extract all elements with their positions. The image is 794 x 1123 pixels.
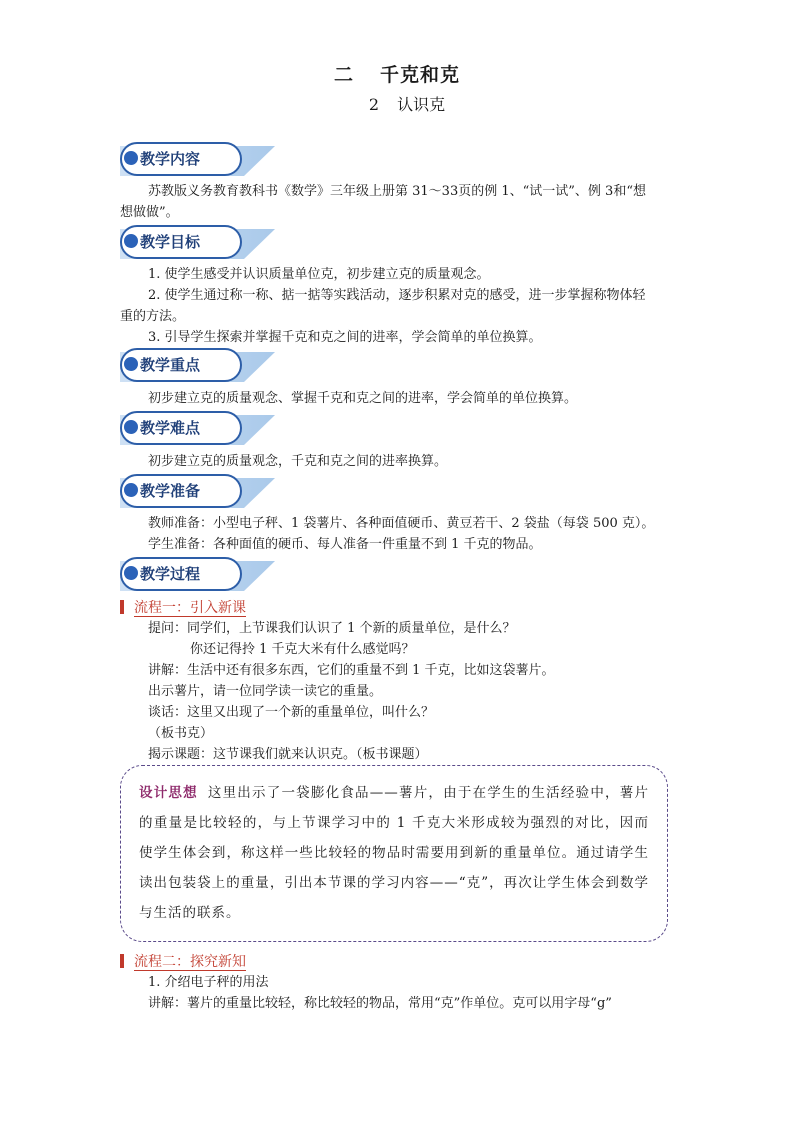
goal-item: 1. 使学生感受并认识质量单位克，初步建立克的质量观念。 bbox=[148, 267, 490, 282]
chapter-title-text: 千克和克 bbox=[380, 64, 461, 86]
chapter-number: 二 bbox=[333, 64, 354, 86]
design-thought-box bbox=[120, 765, 668, 942]
section-header-difficulty bbox=[120, 411, 275, 447]
section-label: 教学难点 bbox=[140, 419, 201, 437]
bullet-dot-icon bbox=[124, 566, 138, 580]
section-header-key bbox=[120, 348, 275, 384]
section-header-content bbox=[120, 142, 275, 178]
lesson-title-text: 认识克 bbox=[397, 95, 446, 114]
bullet-dot-icon bbox=[124, 151, 138, 165]
goal-item: 2. 使学生通过称一称、掂一掂等实践活动，逐步积累对克的感受，进一步掌握称物体轻 bbox=[148, 288, 646, 303]
flow-bar-icon bbox=[120, 600, 124, 614]
flow2-body: 1. 介绍电子秤的用法 讲解：薯片的重量比较轻，称比较轻的物品，常用“克”作单位。克可以用字母“g” bbox=[148, 975, 612, 1011]
flow-bar-icon bbox=[120, 954, 124, 968]
goal-item: 3. 引导学生探索并掌握千克和克之间的进率，学会简单的单位换算。 bbox=[148, 330, 542, 345]
content-paragraph: 苏教版义务教育教科书《数学》三年级上册第 31～33页的例 1、“试一试”、例 3和“想 想做做”。 bbox=[120, 184, 646, 220]
design-thought-tag: 设计思想 bbox=[139, 785, 198, 801]
goal-item-continued: 重的方法。 bbox=[120, 309, 186, 324]
section-label: 教学目标 bbox=[140, 233, 201, 251]
bullet-dot-icon bbox=[124, 234, 138, 248]
flow1-heading: 流程一：引入新课 bbox=[120, 597, 246, 617]
section-label: 教学内容 bbox=[140, 150, 201, 168]
difficulty-paragraph: 初步建立克的质量观念，千克和克之间的进率换算。 bbox=[148, 454, 448, 469]
section-header-process bbox=[120, 557, 275, 593]
design-thought-text: 这里出示了一袋膨化食品——薯片，由于在学生的生活经验中，薯片的重量是比较轻的，与上节课学习中的 1 千克大米形成较为强烈的对比，因而使学生体会到，称这样一些比较轻的物品时需要用到新的重量单位。通过请学生读出包装袋上的重量，引出本节课的学习内容——“克”，再次让学生体会到数学与生活的联系。 bbox=[139, 785, 649, 921]
prep-paragraph: 教师准备：小型电子秤、1 袋薯片、各种面值硬币、黄豆若干、2 袋盐（每袋 500 克）。 学生准备：各种面值的硬币、每人准备一件重量不到 1 千克的物品。 bbox=[148, 516, 655, 552]
section-label: 教学过程 bbox=[140, 565, 201, 583]
bullet-dot-icon bbox=[124, 357, 138, 371]
goals-list bbox=[120, 264, 680, 348]
section-label: 教学重点 bbox=[140, 356, 201, 374]
chapter-title bbox=[0, 60, 794, 87]
lesson-number: 2 bbox=[368, 95, 380, 114]
flow1-body: 提问：同学们，上节课我们认识了 1 个新的质量单位，是什么？ 你还记得拎 1 千克大米有什么感觉吗？ 讲解：生活中还有很多东西，它们的重量不到 1 千克，比如这袋薯片。 出示薯片，请一位同学读一读它的重量。 谈话：这里又出现了一个新的重量单位，叫什么？ （板书克） 揭示课题：这节课我们就来认识克。（板书课题） bbox=[148, 621, 555, 762]
bullet-dot-icon bbox=[124, 483, 138, 497]
section-header-goals bbox=[120, 225, 275, 261]
section-header-prep bbox=[120, 474, 275, 510]
bullet-dot-icon bbox=[124, 420, 138, 434]
section-label: 教学准备 bbox=[140, 482, 201, 500]
flow2-heading: 流程二：探究新知 bbox=[120, 951, 246, 971]
lesson-title bbox=[0, 92, 794, 115]
key-paragraph: 初步建立克的质量观念、掌握千克和克之间的进率，学会简单的单位换算。 bbox=[148, 391, 578, 406]
